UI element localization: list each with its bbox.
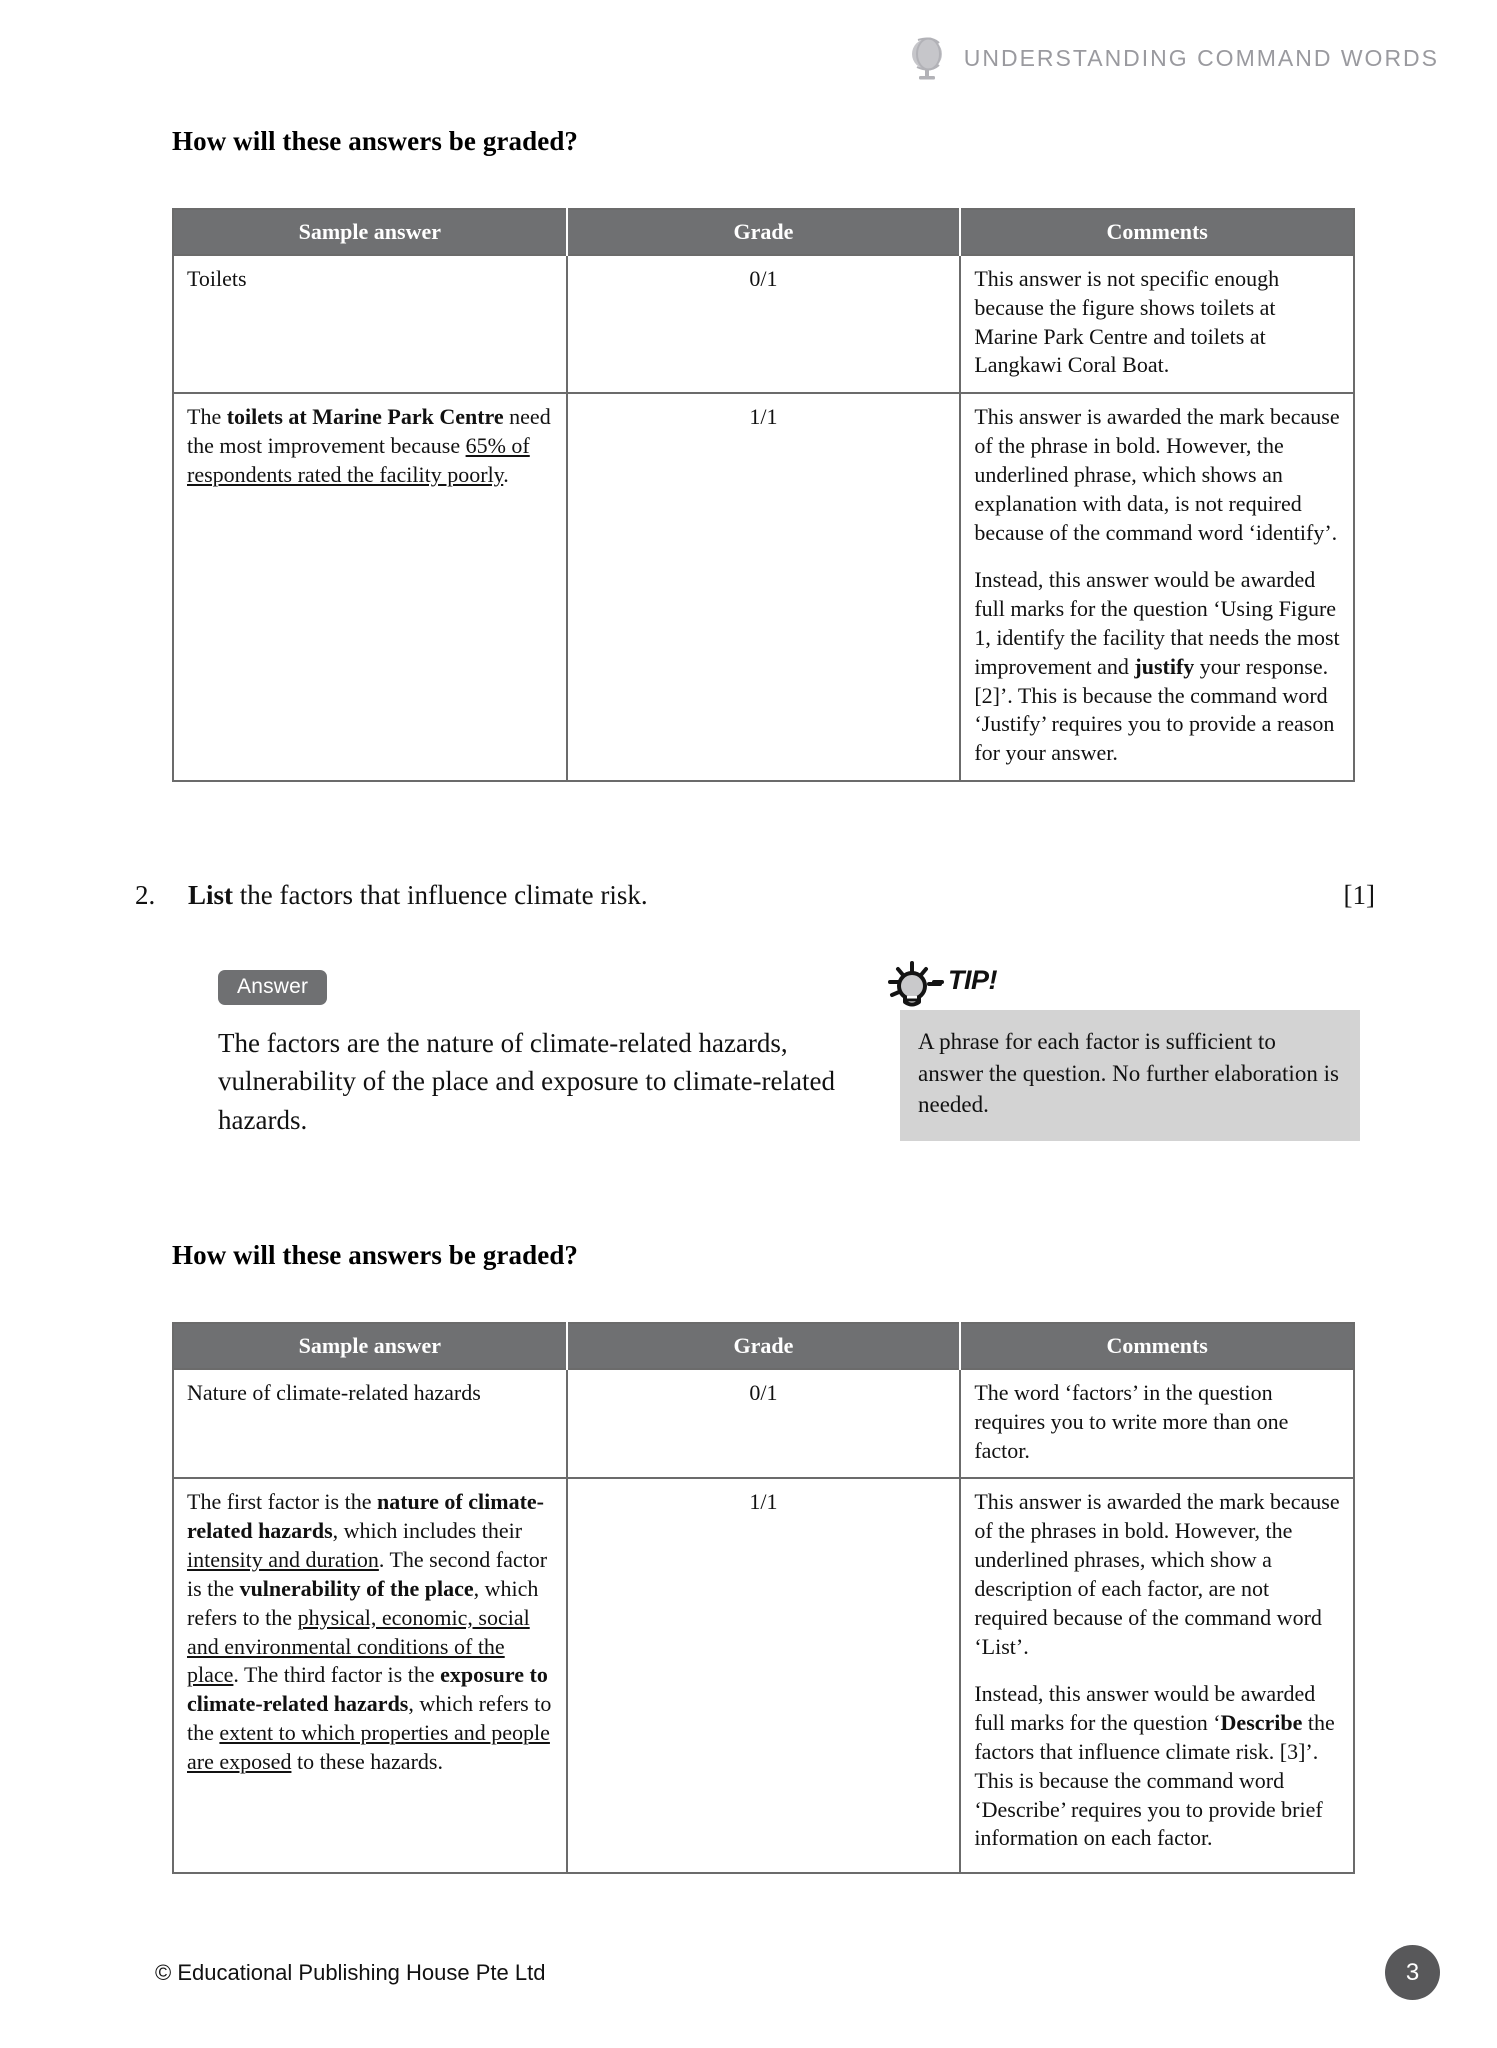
- question-number: 2.: [135, 880, 156, 910]
- grade-table-2: [172, 1322, 1355, 1874]
- table-row: [173, 393, 1354, 781]
- answer-text: The factors are the nature of climate-related hazards, vulnerability of the place and exposure to climate-related hazards.: [218, 1028, 835, 1135]
- column-header-comments: Comments: [960, 209, 1354, 255]
- rich-text: Instead, this answer would be awarded full marks for the question ‘Describe the factors that influence climate risk. [3]’. This is because the command word ‘Describe’ requires you to provide brief information on each factor.: [974, 1681, 1335, 1851]
- comment-paragraph: This answer is awarded the mark because of the phrases in bold. However, the underlined phrases, which show a description of each factor, are not required because of the command word ‘List’.: [974, 1489, 1340, 1659]
- table-row: [173, 1478, 1354, 1873]
- column-header-grade: Grade: [567, 209, 961, 255]
- cell-grade: 1/1: [567, 393, 961, 781]
- question-text-rest: the factors that influence climate risk.: [233, 880, 648, 910]
- rich-text: Instead, this answer would be awarded full marks for the question ‘Using Figure 1, identify the facility that needs the most improvement and justify your response. [2]’. This is because the command word ‘Justify’ requires you to provide a reason for your answer.: [974, 567, 1340, 766]
- rich-text: The toilets at Marine Park Centre need the most improvement because 65% of respondents rated the facility poorly.: [187, 404, 551, 487]
- section-heading-1: How will these answers be graded?: [172, 126, 579, 156]
- header-title: UNDERSTANDING COMMAND WORDS: [963, 44, 1439, 71]
- answer-badge: Answer: [218, 970, 327, 1005]
- cell-sample-answer: Nature of climate-related hazards: [173, 1369, 567, 1478]
- cell-sample-answer: Toilets: [173, 255, 567, 393]
- tip-callout: [880, 960, 1360, 1141]
- grade-table-1: [172, 208, 1355, 782]
- cell-sample-answer: [173, 1478, 567, 1873]
- table-header-row: [173, 209, 1354, 255]
- table-row: [173, 1369, 1354, 1478]
- grade-table-1-wrap: [172, 208, 1355, 782]
- cell-grade: 0/1: [567, 1369, 961, 1478]
- page-number-badge: 3: [1385, 1945, 1440, 2000]
- section-heading-2: How will these answers be graded?: [172, 1240, 579, 1270]
- cell-grade: 0/1: [567, 255, 961, 393]
- footer-copyright: © Educational Publishing House Pte Ltd: [155, 1960, 546, 1985]
- column-header-sample-answer: Sample answer: [173, 1323, 567, 1369]
- command-word: List: [188, 880, 234, 910]
- cell-sample-answer: [173, 393, 567, 781]
- page-header: [906, 34, 1439, 82]
- column-header-comments: Comments: [960, 1323, 1354, 1369]
- table-header-row: [173, 1323, 1354, 1369]
- cell-comments: [960, 1478, 1354, 1873]
- column-header-sample-answer: Sample answer: [173, 209, 567, 255]
- tip-header: [880, 960, 1360, 1018]
- question-2: [135, 880, 1375, 911]
- cell-grade: 1/1: [567, 1478, 961, 1873]
- grade-table-2-wrap: [172, 1322, 1355, 1874]
- comment-paragraph: This answer is not specific enough because the figure shows toilets at Marine Park Centre and toilets at Langkawi Coral Boat.: [974, 266, 1280, 378]
- comment-paragraph: The word ‘factors’ in the question requires you to write more than one factor.: [974, 1380, 1289, 1463]
- comment-paragraph-2: [974, 566, 1340, 768]
- cell-comments: [960, 1369, 1354, 1478]
- rich-text: The first factor is the nature of climate-related hazards, which includes their intensity and duration. The second factor is the vulnerability of the place, which refers to the physical, economic, social and environmental conditions of the place. The third factor is the exposure to climate-related hazards, which refers to the extent to which properties and people are exposed to these hazards.: [187, 1489, 552, 1774]
- question-text: [188, 880, 1344, 911]
- question-marks: [1]: [1343, 880, 1375, 910]
- table-row: [173, 255, 1354, 393]
- cell-comments: [960, 393, 1354, 781]
- globe-icon: [906, 34, 950, 82]
- comment-paragraph-2: [974, 1680, 1340, 1853]
- tip-box-text: A phrase for each factor is sufficient to answer the question. No further elaboration is needed.: [900, 1010, 1360, 1141]
- tip-label: TIP!: [948, 965, 997, 995]
- comment-paragraph: This answer is awarded the mark because of the phrase in bold. However, the underlined phrase, which shows an explanation with data, is not required because of the command word ‘identify’.: [974, 404, 1340, 545]
- cell-comments: [960, 255, 1354, 393]
- column-header-grade: Grade: [567, 1323, 961, 1369]
